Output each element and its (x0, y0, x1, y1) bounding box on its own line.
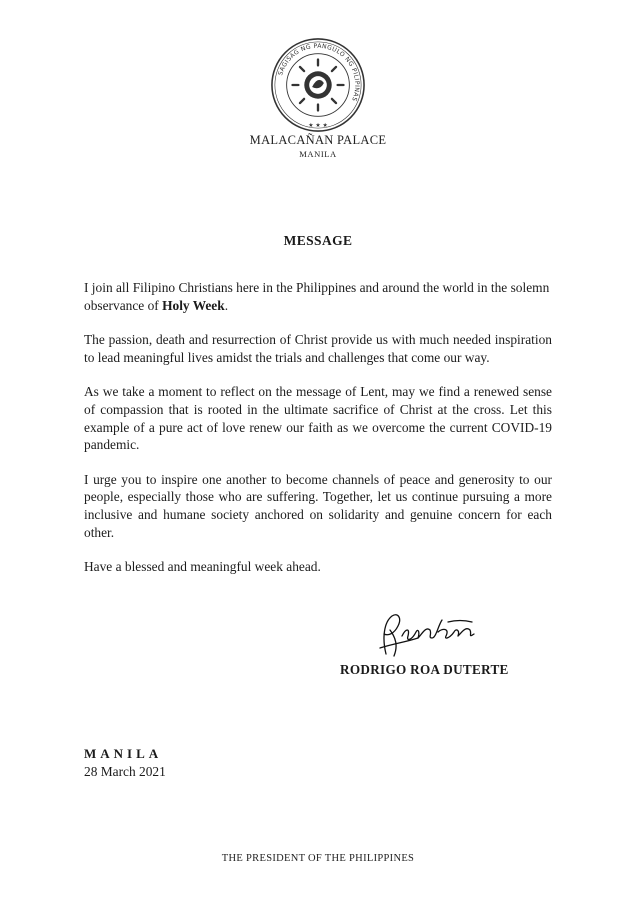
paragraph-2: The passion, death and resurrection of Christ provide us with much needed inspiration to lead meaningful lives amidst the trials and challenges that come our way. (84, 332, 552, 365)
message-title: MESSAGE (283, 233, 353, 248)
footer-text: THE PRESIDENT OF THE PHILIPPINES (221, 853, 415, 864)
paragraph-4: I urge you to inspire one another to become channels of peace and generosity to our people, especially those who are suffering. Together, let us continue pursuing a more inclusive and humane society anchored on solidarity and genuine concern for each other. (84, 471, 552, 540)
paragraph-1-text: I join all Filipino Christians here in the Philippines and around the world in the solemn observance of (84, 280, 550, 313)
dateline-place: MANILA (84, 746, 163, 761)
holy-week-bold: Holy Week (162, 297, 225, 313)
seal-ring-text: SAGISAG NG PANGULO NG PILIPINAS (277, 42, 361, 103)
paragraph-1 (84, 279, 552, 314)
message-body (84, 279, 552, 593)
paragraph-3: As we take a moment to reflect on the message of Lent, may we find a renewed sense of compassion that is rooted in the ultimate sacrifice of Christ at the cross. Let this example of a pure act of love renew our faith as we overcome the current COVID-19 pandemic. (84, 384, 552, 453)
seal-stars: ★ ★ ★ (308, 123, 328, 130)
signature-image (372, 608, 484, 660)
presidential-seal-icon (269, 36, 367, 134)
signatory-name: RODRIGO ROA DUTERTE (340, 662, 509, 677)
palace-location: MANILA (299, 149, 337, 159)
paragraph-1-end: . (224, 297, 229, 313)
paragraph-5: Have a blessed and meaningful week ahead. (84, 559, 321, 575)
palace-title: MALACAÑAN PALACE (249, 133, 387, 147)
dateline-date: 28 March 2021 (84, 764, 166, 779)
